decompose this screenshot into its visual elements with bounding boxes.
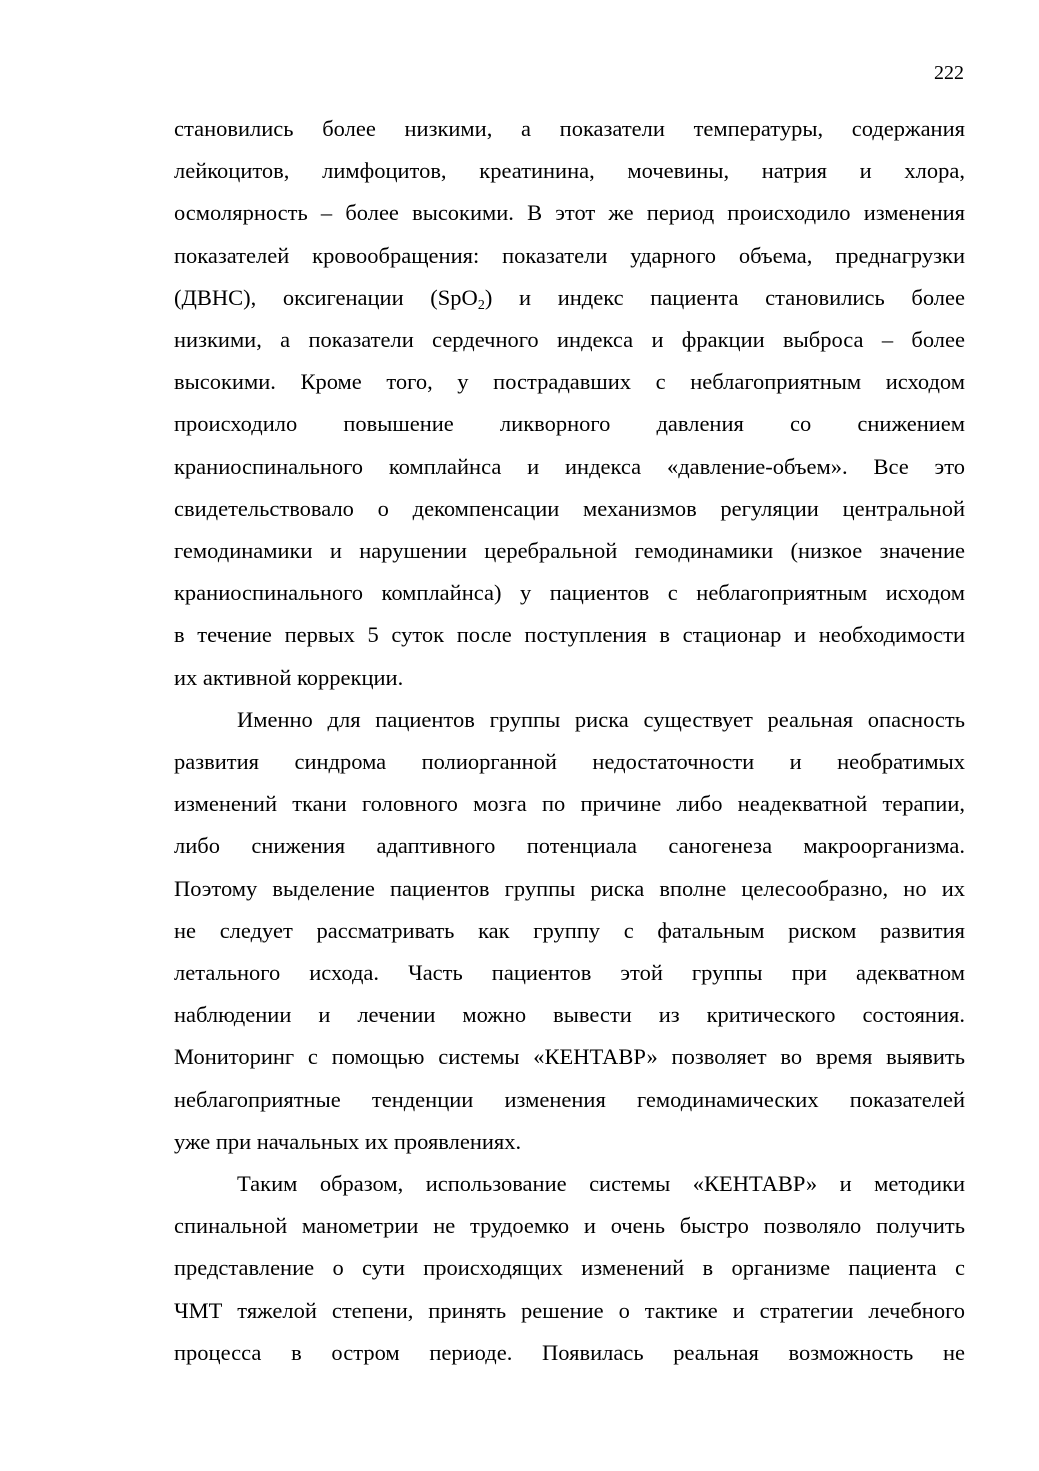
text-line: Мониторинг с помощью системы «КЕНТАВР» позволяет во время выявить [174,1044,965,1070]
text-line: уже при начальных их проявлениях. [174,1128,522,1154]
text-line: не следует рассматривать как группу с фатальным риском развития [174,917,965,943]
text-line: развития синдрома полиорганной недостаточности и необратимых [174,749,965,775]
text-line [174,284,965,313]
text-line: краниоспинального комплайнса) у пациентов с неблагоприятным исходом [174,580,965,606]
text-line: изменений ткани головного мозга по причине либо неадекватной терапии, [174,791,965,817]
paragraph-3-body [174,1205,965,1374]
text-line: низкими, а показатели сердечного индекса и фракции выброса – более [174,327,965,353]
paragraph-1-end [174,657,965,699]
text-line: летального исхода. Часть пациентов этой группы при адекватном [174,960,965,986]
text-line: неблагоприятные тенденции изменения гемодинамических показателей [174,1086,965,1112]
text-line: гемодинамики и нарушении церебральной гемодинамики (низкое значение [174,538,965,564]
text-line: лейкоцитов, лимфоцитов, креатинина, мочевины, натрия и хлора, [174,158,965,184]
text-line: высокими. Кроме того, у пострадавших с неблагоприятным исходом [174,369,965,395]
text-line-part: (ДВНС), оксигенации (SpO [174,284,478,310]
text-line: Именно для пациентов группы риска существует реальная опасность [237,706,965,732]
text-line-part: ) и индекс пациента становились более [484,284,965,310]
subscript: 2 [477,297,485,313]
paragraph-2-end [174,1121,965,1163]
text-line: представление о сути происходящих изменений в организме пациента с [174,1255,965,1281]
text-line: свидетельствовало о декомпенсации механизмов регуляции центральной [174,495,965,521]
text-line: осмолярность – более высокими. В этот же период происходило изменения [174,200,965,226]
body-text [174,108,965,1374]
text-line: ЧМТ тяжелой степени, принять решение о тактике и стратегии лечебного [174,1297,965,1323]
paragraph-3 [174,1163,965,1205]
text-line: Поэтому выделение пациентов группы риска вполне целесообразно, но их [174,875,965,901]
text-line: либо снижения адаптивного потенциала саногенеза макроорганизма. [174,833,965,859]
text-line: показателей кровообращения: показатели ударного объема, преднагрузки [174,242,965,268]
text-line: краниоспинального комплайнса и индекса «давление-объем». Все это [174,453,965,479]
text-line: происходило повышение ликворного давления со снижением [174,411,965,437]
page-number: 222 [934,62,964,84]
text-line: спинальной манометрии не трудоемко и очень быстро позволяло получить [174,1213,965,1239]
text-line: становились более низкими, а показатели температуры, содержания [174,116,965,141]
text-line: Таким образом, использование системы «КЕНТАВР» и методики [237,1171,965,1197]
paragraph-2 [174,699,965,741]
text-line: наблюдении и лечении можно вывести из критического состояния. [174,1002,965,1028]
paragraph-2-body [174,741,965,1121]
paragraph-1 [174,108,965,657]
text-line: в течение первых 5 суток после поступления в стационар и необходимости [174,622,965,648]
text-line: их активной коррекции. [174,664,404,690]
text-line: процесса в остром периоде. Появилась реальная возможность не [174,1339,965,1365]
